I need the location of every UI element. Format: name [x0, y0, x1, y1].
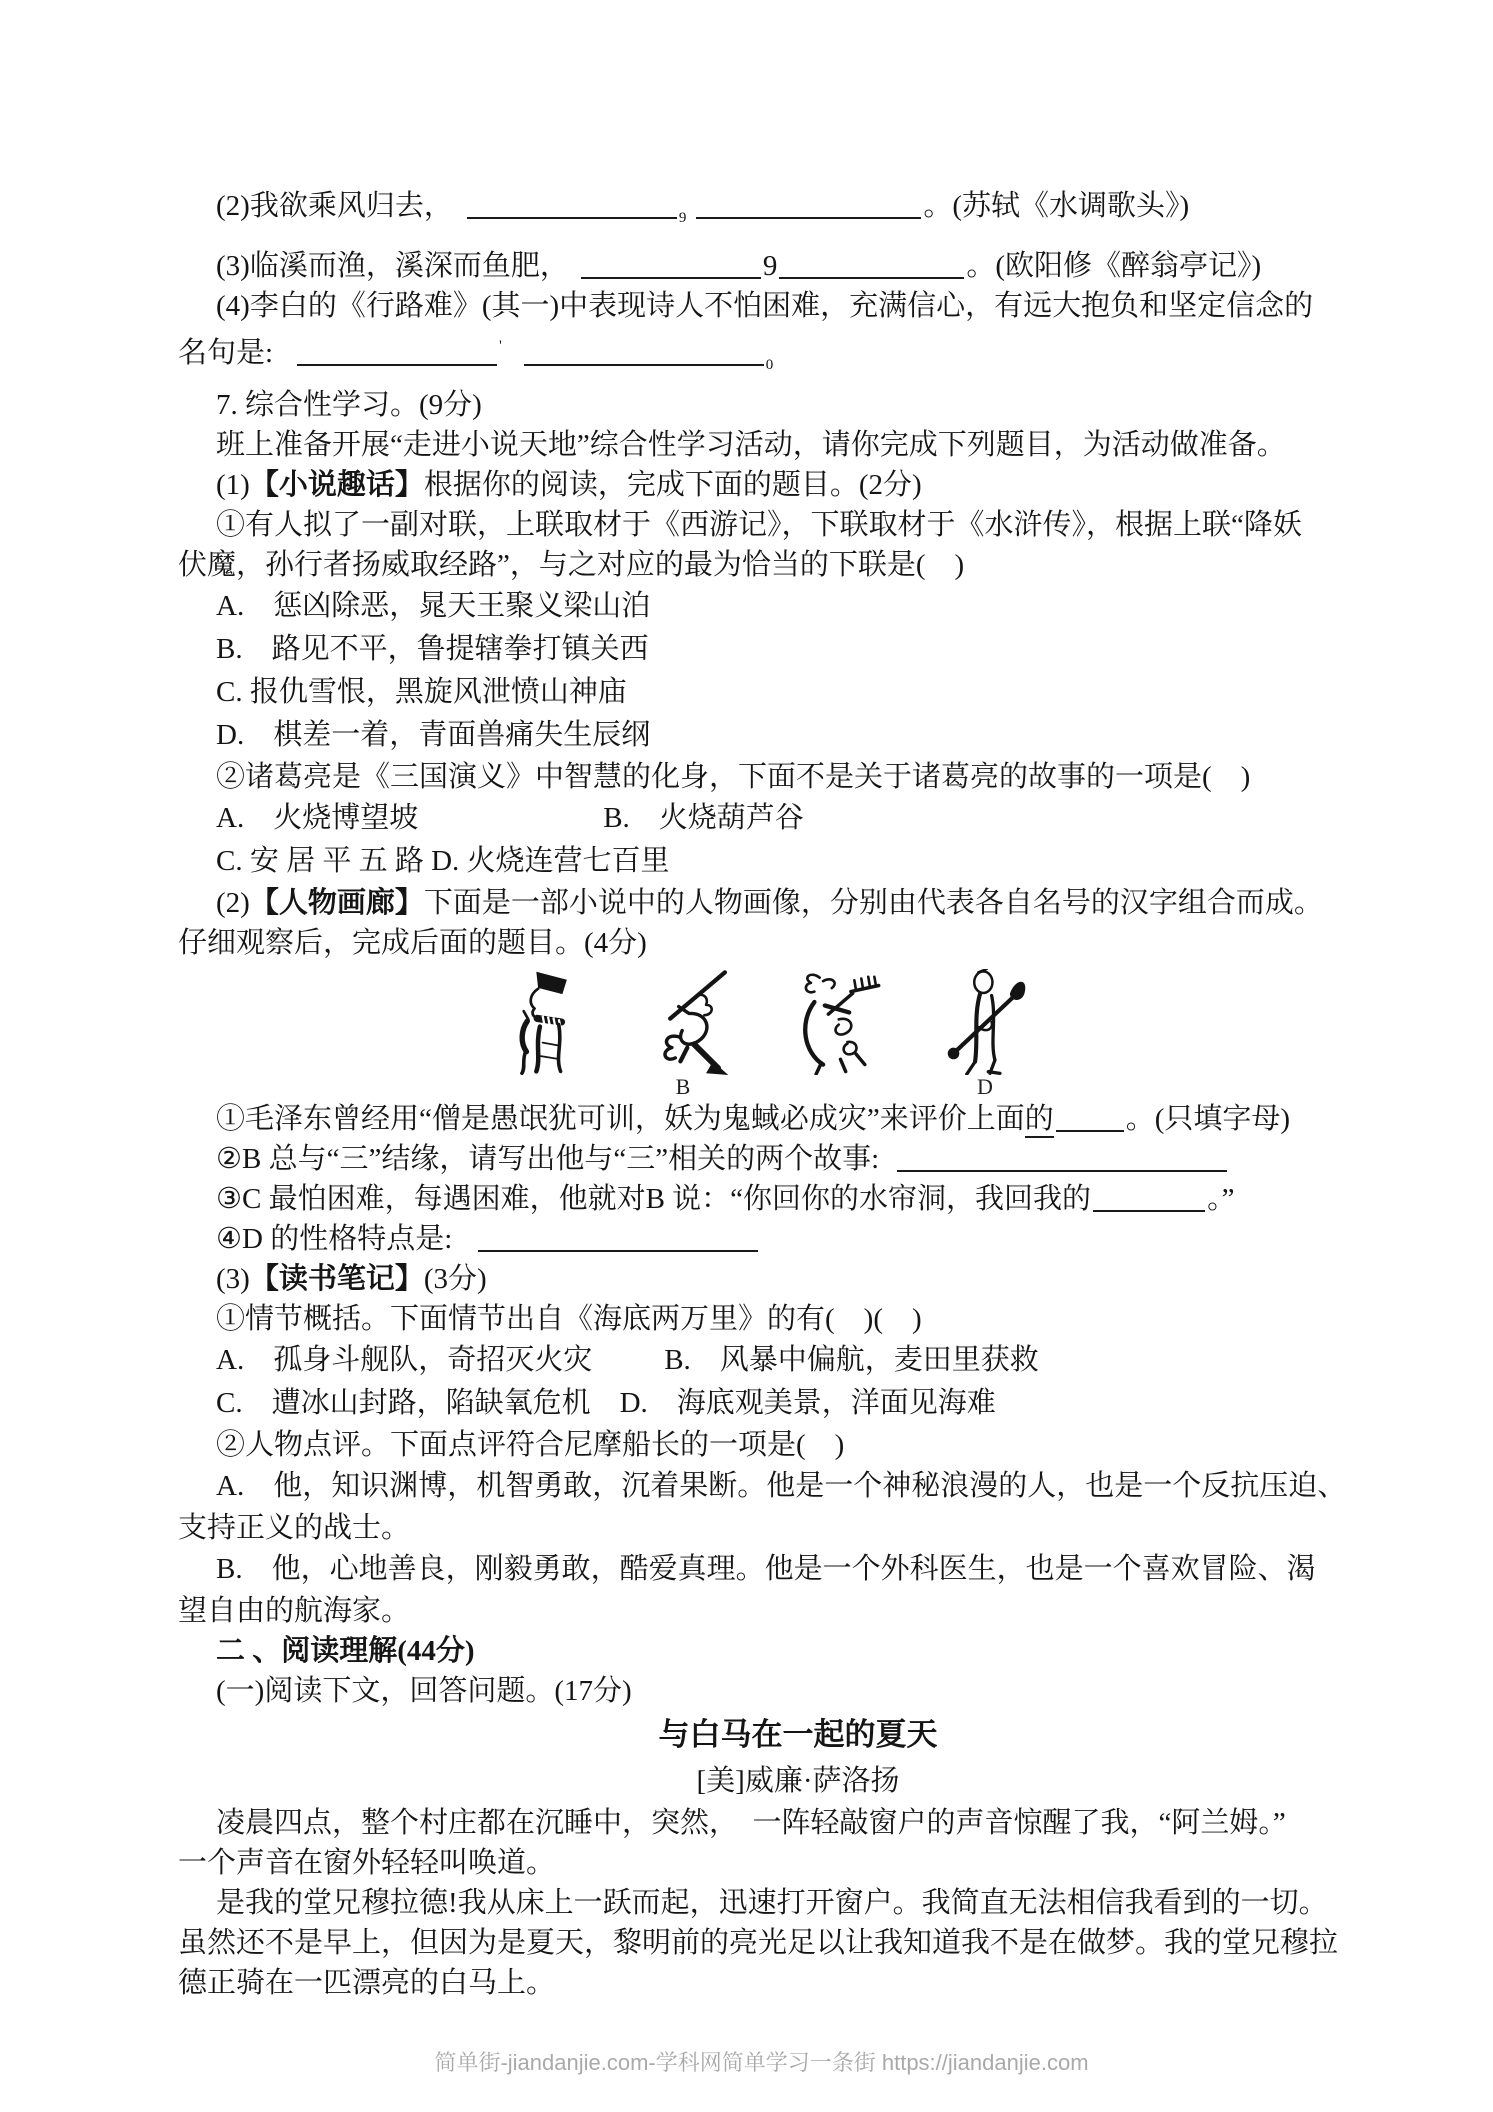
- text-span: A. 惩凶除恶，晁天王聚义梁山泊: [216, 590, 651, 622]
- text-line: [178, 1803, 1358, 1843]
- fill-in-blank: [581, 251, 761, 279]
- text-line: [178, 714, 1358, 757]
- character-illustration-2-icon: [630, 969, 736, 1075]
- text-span: D. 棋差一着，青面兽痛失生辰纲: [216, 719, 651, 751]
- text-span: ②B 总与“三”结缘，请写出他与“三”相关的两个故事:: [216, 1143, 880, 1175]
- text-line: [178, 1508, 1358, 1548]
- text-line: [178, 585, 1358, 628]
- spacer: [452, 1247, 476, 1248]
- figure-label-4: D: [977, 1074, 993, 1099]
- text-line: [178, 1425, 1358, 1465]
- text-span: 【人物画廊】: [249, 887, 424, 919]
- character-figure-1: [505, 969, 591, 1099]
- text-span: A. 他，知识渊博，机智勇敢，沉着果断。他是一个神秘浪漫的人，也是一个反抗压迫、: [216, 1470, 1347, 1502]
- exam-content: [178, 186, 1358, 2003]
- text-span: (2)我欲乘风归去，: [216, 190, 453, 222]
- text-span: 伏魔，孙行者扬威取经路”，与之对应的最为恰当的下联是( ): [178, 549, 965, 581]
- text-span: 。(苏轼《水调歌头》): [923, 190, 1190, 222]
- text-span: 凌晨四点，整个村庄都在沉睡中，突然， 一阵轻敲窗户的声音惊醒了我，“阿兰姆。”: [216, 1807, 1286, 1839]
- text-line: [178, 1339, 1358, 1382]
- spacer: [453, 214, 465, 215]
- text-line: [178, 505, 1358, 545]
- text-line: [178, 757, 1358, 797]
- text-span: 【小说趣话】: [249, 469, 424, 501]
- text-span: (2): [216, 887, 250, 919]
- text-line: [178, 246, 1358, 286]
- text-line: [178, 545, 1358, 585]
- text-line: [178, 1465, 1358, 1508]
- text-span: 。(欧阳修《醉翁亭记》): [966, 250, 1262, 282]
- fill-in-blank: [467, 191, 677, 219]
- fill-in-blank: [297, 338, 497, 366]
- spacer: [273, 361, 295, 362]
- text-line: [178, 425, 1358, 465]
- text-line: [178, 671, 1358, 714]
- spacer: [879, 1167, 895, 1168]
- text-line: [178, 1923, 1358, 1963]
- text-span: 是我的堂兄穆拉德!我从床上一跃而起，迅速打开窗户。我简直无法相信我看到的一切。: [216, 1887, 1328, 1919]
- text-span: 。(只填字母): [1125, 1103, 1291, 1135]
- text-span: 班上准备开展“走进小说天地”综合性学习活动，请你完成下列题目，为活动做准备。: [216, 429, 1286, 461]
- text-span: 的: [1025, 1103, 1054, 1138]
- text-span: B. 风暴中偏航，麦田里获救: [664, 1344, 1039, 1376]
- text-span: ③C 最怕困难，每遇困难，他就对B 说：“你回你的水帘洞，我回我的: [216, 1183, 1092, 1215]
- text-span: C. 报仇雪恨，黑旋风泄愤山神庙: [216, 676, 627, 708]
- text-span: 根据你的阅读，完成下面的题目。(2分): [423, 469, 922, 501]
- text-line: [178, 1099, 1358, 1139]
- text-line: [178, 1259, 1358, 1299]
- character-illustration-3-icon: [783, 969, 891, 1075]
- text-span: 7. 综合性学习。(9分): [216, 389, 482, 421]
- text-span: 9: [678, 210, 687, 226]
- text-span: (3): [216, 1263, 250, 1295]
- text-line: [178, 385, 1358, 425]
- text-line: [178, 840, 1358, 883]
- fill-in-blank: [478, 1224, 758, 1252]
- text-span: 支持正义的战士。: [178, 1512, 411, 1544]
- text-line: [178, 1299, 1358, 1339]
- text-span: (3)临溪而渔，溪深而鱼肥，: [216, 250, 569, 282]
- character-illustration-1-icon: [505, 969, 591, 1075]
- text-span: A. 孤身斗舰队，奇招灭火灾: [216, 1344, 593, 1376]
- text-span: ②人物点评。下面点评符合尼摩船长的一项是( ): [216, 1429, 845, 1461]
- text-span: C. 遭冰山封路，陷缺氧危机 D. 海底观美景，洋面见海难: [216, 1387, 996, 1419]
- text-span: A. 火烧博望坡: [216, 802, 419, 834]
- text-span: ②诸葛亮是《三国演义》中智慧的化身，下面不是关于诸葛亮的故事的一项是( ): [216, 761, 1251, 793]
- text-span: 二 、阅读理解(44分): [216, 1635, 475, 1667]
- character-illustrations-row: [505, 969, 1358, 1099]
- character-figure-2: [630, 969, 736, 1099]
- text-line: [178, 1711, 1358, 1759]
- text-span: ①情节概括。下面情节出自《海底两万里》的有( )( ): [216, 1303, 922, 1335]
- text-span: ': [499, 338, 502, 354]
- text-span: 德正骑在一匹漂亮的白马上。: [178, 1967, 556, 1999]
- text-span: 仔细观察后，完成后面的题目。(4分): [178, 927, 647, 959]
- text-span: (3分): [423, 1263, 487, 1295]
- text-line: [178, 1591, 1358, 1631]
- text-line: [178, 1843, 1358, 1883]
- spacer: [569, 274, 579, 275]
- footer-watermark: 简单街-jiandanjie.com-学科网简单学习一条街 https://jiandanjie.com: [434, 2050, 1089, 2075]
- text-line: [178, 1219, 1358, 1259]
- text-span: ①毛泽东曾经用“僧是愚氓犹可训，妖为鬼蜮必成灾”来评价上面: [216, 1103, 1025, 1135]
- text-span: C. 安 居 平 五 路 D. 火烧连营七百里: [216, 845, 670, 877]
- text-span: B. 火烧葫芦谷: [603, 802, 804, 834]
- text-span: 望自由的航海家。: [178, 1595, 411, 1627]
- text-span: (1): [216, 469, 250, 501]
- fill-in-blank: [1056, 1104, 1124, 1132]
- text-line: [178, 1963, 1358, 2003]
- fill-in-blank: [696, 191, 921, 219]
- character-illustration-4-icon: [933, 969, 1037, 1075]
- text-line: [178, 1883, 1358, 1923]
- text-line: [178, 1548, 1358, 1591]
- text-span: 0: [765, 357, 774, 373]
- text-line: [178, 883, 1358, 923]
- text-span: 。”: [1207, 1183, 1235, 1215]
- fill-in-blank: [1093, 1184, 1205, 1212]
- fill-in-blank: [779, 251, 964, 279]
- text-line: [178, 286, 1358, 326]
- text-line: [178, 923, 1358, 963]
- text-span: [美]威廉·萨洛扬: [696, 1765, 900, 1797]
- spacer: [592, 1368, 664, 1369]
- text-line: [178, 326, 1358, 385]
- spacer: [418, 826, 603, 827]
- text-line: [178, 797, 1358, 840]
- text-span: 名句是:: [178, 337, 274, 369]
- text-span: 下面是一部小说中的人物画像，分别由代表各自名号的汉字组合而成。: [423, 887, 1323, 919]
- spacer: [686, 214, 694, 215]
- question-block-bottom: [178, 1099, 1358, 2003]
- text-span: 与白马在一起的夏天: [658, 1717, 938, 1752]
- text-line: [178, 465, 1358, 505]
- text-span: B. 他，心地善良，刚毅勇敢，酷爱真理。他是一个外科医生，也是一个喜欢冒险、渴: [216, 1553, 1316, 1585]
- text-span: (一)阅读下文，回答问题。(17分): [216, 1675, 632, 1707]
- text-span: 一个声音在窗外轻轻叫唤道。: [178, 1847, 556, 1879]
- text-line: [178, 1139, 1358, 1179]
- spacer: [502, 361, 522, 362]
- text-line: [178, 1759, 1358, 1803]
- fill-in-blank: [524, 338, 764, 366]
- text-span: ①有人拟了一副对联，上联取材于《西游记》，下联取材于《水浒传》，根据上联“降妖: [216, 509, 1302, 541]
- text-line: [178, 628, 1358, 671]
- text-span: B. 路见不平，鲁提辖拳打镇关西: [216, 633, 649, 665]
- text-span: 虽然还不是早上，但因为是夏天，黎明前的亮光足以让我知道我不是在做梦。我的堂兄穆拉: [178, 1927, 1339, 1959]
- fill-in-blank: [897, 1144, 1227, 1172]
- text-span: (4)李白的《行路难》(其一)中表现诗人不怕困难，充满信心，有远大抱负和坚定信念的: [216, 290, 1314, 322]
- figure-label-2: B: [675, 1074, 691, 1099]
- character-figure-3: [783, 969, 891, 1099]
- text-line: [178, 186, 1358, 238]
- text-span: ④D 的性格特点是:: [216, 1223, 453, 1255]
- question-block-top: [178, 186, 1358, 963]
- text-line: [178, 1179, 1358, 1219]
- text-span: 9: [762, 250, 778, 282]
- text-line: [178, 1382, 1358, 1425]
- text-line: [178, 1671, 1358, 1711]
- text-line: [178, 1631, 1358, 1671]
- text-span: 【读书笔记】: [249, 1263, 424, 1295]
- character-figure-4: [933, 969, 1037, 1099]
